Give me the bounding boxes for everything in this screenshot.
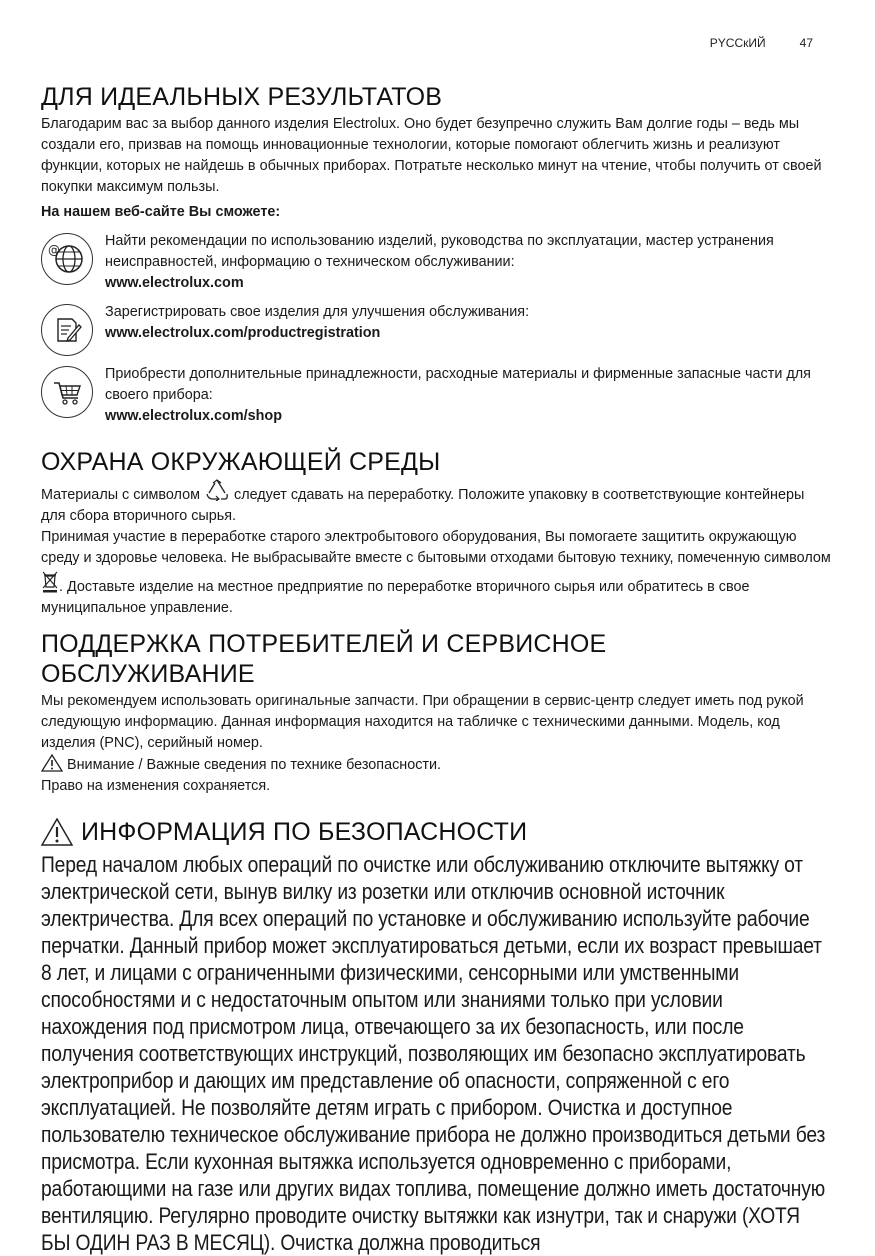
registration-form-icon bbox=[41, 304, 93, 356]
warning-triangle-icon bbox=[41, 754, 63, 772]
intro-paragraph: Благодарим вас за выбор данного изделия Electrolux. Оно будет безупречно служить Вам долгие годы – ведь мы создали его, призвав на помощь инновационные технологии, которые помогают облегчить жизнь и реализуют функции, которых не найдешь в обычных приборах. Потратьте несколько минут на чтение, чтобы получить от своей покупки максимум пользы. bbox=[41, 116, 822, 195]
section-title-safety: ИНФОРМАЦИЯ ПО БЕЗОПАСНОСТИ bbox=[81, 818, 528, 846]
warning-text: Внимание / Важные сведения по технике безопасности. bbox=[67, 757, 442, 773]
env-text-3a: бытовую технику, помеченную символом bbox=[557, 550, 831, 566]
shop-link[interactable]: www.electrolux.com/shop bbox=[105, 408, 282, 424]
section-title-support: ПОДДЕРЖКА ПОТРЕБИТЕЛЕЙ И СЕРВИСНОЕ ОБСЛУЖИВАНИЕ bbox=[41, 630, 607, 688]
website-item-shop bbox=[41, 364, 831, 427]
safety-paragraph: Перед началом любых операций по очистке или обслуживанию отключите вытяжку от электрической сети, вынув вилку из розетки или отключив основной источник электричества. Для всех операций по установке и обслуживанию используйте рабочие перчатки. Данный прибор может эксплуатироваться детьми, если их возраст превышает 8 лет, и лицами с ограниченными физическими, сенсорными или умственными способностями и с недостаточным опытом или знаниями только при условии нахождения под присмотром лица, отвечающего за их безопасность, или после получения соответствующих инструкций, позволяющих им безопасно эксплуатировать электроприбор и дающих им представление об опасности, сопряженной с его эксплуатацией. Не позволяйте детям играть с прибором. Очистка и доступное пользователю техническое обслуживание прибора не должно производиться детьми без присмотра. Если кухонная вытяжка используется одновременно с приборами, работающими на газе или других видах топлива, помещение должно иметь достаточную вентиляцию. Регулярно проводите очистку вытяжки как изнутри, так и снаружи (ХОТЯ БЫ ОДИН РАЗ В МЕСЯЦ). Очистка должна проводиться bbox=[41, 852, 826, 1255]
support-text: Найти рекомендации по использованию изделий, руководства по эксплуатации, мастер устранения неисправностей, информацию о техническом обслуживании: bbox=[105, 233, 774, 270]
warning-line bbox=[41, 754, 831, 776]
support-paragraph: Мы рекомендуем использовать оригинальные запчасти. При обращении в сервис-центр следует иметь под рукой следующую информацию. Данная информация находится на табличке с техническими данными. Модель, код изделия (PNC), серийный номер. bbox=[41, 693, 804, 751]
language-label: PYCCкИЙ bbox=[709, 36, 766, 50]
globe-at-icon bbox=[41, 233, 93, 285]
env-text-2: Принимая участие в переработке старого электробытового оборудования, Вы помогаете защитить окружающую среду и здоровье человека. Не выбрасывайте вместе с бытовыми отходами bbox=[41, 529, 797, 566]
page-content bbox=[41, 82, 831, 1256]
recycle-icon bbox=[204, 479, 230, 501]
registration-text: Зарегистрировать свое изделия для улучшения обслуживания: bbox=[105, 304, 530, 320]
website-item-support bbox=[41, 231, 831, 294]
page-header bbox=[710, 36, 813, 50]
environment-paragraph-1 bbox=[41, 479, 831, 527]
website-item-registration bbox=[41, 302, 831, 356]
crossed-bin-icon bbox=[41, 569, 59, 593]
section-title-results: ДЛЯ ИДЕАЛЬНЫХ РЕЗУЛЬТАТОВ bbox=[41, 83, 443, 111]
environment-paragraph-2 bbox=[41, 527, 831, 619]
env-text-1a: Материалы с символом bbox=[41, 487, 200, 503]
registration-link[interactable]: www.electrolux.com/productregistration bbox=[105, 325, 381, 341]
env-text-1b: следует сдавать на переработку. Положите упаковку в соответствующие контейнеры для сбора вторичного сырья. bbox=[41, 487, 805, 524]
safety-title-row bbox=[41, 817, 831, 847]
support-link[interactable]: www.electrolux.com bbox=[105, 275, 244, 291]
website-heading: На нашем веб-сайте Вы сможете: bbox=[41, 204, 281, 220]
svg-text:@: @ bbox=[48, 243, 60, 257]
shopping-cart-icon bbox=[41, 366, 93, 418]
warning-triangle-large-icon bbox=[41, 818, 73, 846]
env-text-3b: . Доставьте изделие на местное предприятие по переработке вторичного сырья или обратитесь в свое муниципальное управление. bbox=[41, 579, 750, 616]
shop-text: Приобрести дополнительные принадлежности, расходные материалы и фирменные запасные части для своего прибора: bbox=[105, 366, 811, 403]
page-number: 47 bbox=[799, 36, 813, 50]
rights-text: Право на изменения сохраняется. bbox=[41, 778, 271, 794]
section-title-environment: ОХРАНА ОКРУЖАЮЩЕЙ СРЕДЫ bbox=[41, 448, 441, 476]
